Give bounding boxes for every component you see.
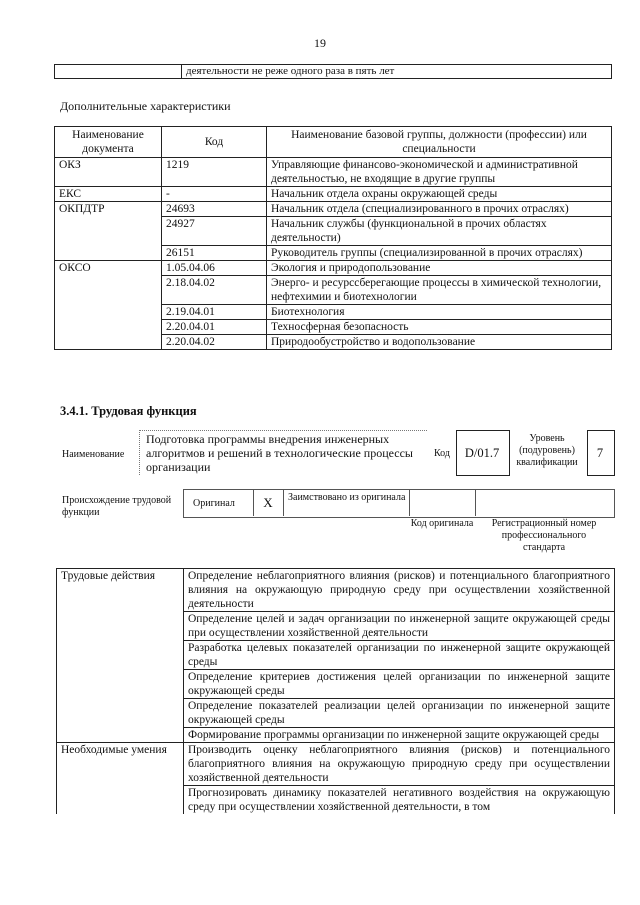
skill-item: Прогнозировать динамику показателей негативного воздействия на окружающую среду при осуществлении хозяйственной деятельности, в том bbox=[184, 786, 615, 815]
actions-label-spacer bbox=[57, 612, 184, 641]
origin-divider bbox=[475, 489, 476, 516]
doc-cell: ЕКС bbox=[55, 187, 162, 202]
table-row bbox=[55, 335, 612, 350]
name-cell: Начальник отдела охраны окружающей среды bbox=[267, 187, 612, 202]
origin-divider bbox=[409, 489, 410, 516]
action-item: Определение неблагоприятного влияния (рисков) и потенциального благоприятного влияния на окружающую природную среду при осуществлении хозяйственной деятельности bbox=[184, 569, 615, 612]
function-name: Подготовка программы внедрения инженерных алгоритмов и решений в технологические процессы организации bbox=[146, 432, 413, 474]
table-row bbox=[57, 743, 615, 786]
name-cell: Управляющие финансово-экономической и административной деятельностью, не входящие в другие группы bbox=[267, 158, 612, 187]
code-cell: 1219 bbox=[162, 158, 267, 187]
code-cell: 2.19.04.01 bbox=[162, 305, 267, 320]
skill-item: Производить оценку неблагоприятного влияния (рисков) и потенциального благоприятного влияния на окружающую природную среду при осуществлении хозяйственной деятельности bbox=[184, 743, 615, 786]
table-row bbox=[55, 320, 612, 335]
name-cell: Природообустройство и водопользование bbox=[267, 335, 612, 350]
action-item: Определение целей и задач организации по инженерной защите окружающей среды при осуществлении хозяйственной деятельности bbox=[184, 612, 615, 641]
borrowed-label: Заимствовано из оригинала bbox=[288, 492, 406, 503]
original-label: Оригинал bbox=[193, 498, 235, 509]
table-row bbox=[55, 202, 612, 217]
actions-label: Трудовые действия bbox=[57, 569, 184, 612]
table-row bbox=[55, 246, 612, 261]
code-cell: 2.18.04.02 bbox=[162, 276, 267, 305]
doc-cell: ОКСО bbox=[55, 261, 162, 276]
origin-divider bbox=[283, 489, 284, 516]
action-item: Определение показателей реализации целей организации по инженерной защите окружающей среды bbox=[184, 699, 615, 728]
doc-cell bbox=[55, 276, 162, 305]
table-row bbox=[57, 728, 615, 743]
level-label: Уровень (подуровень) квалификации bbox=[516, 433, 578, 468]
table-row bbox=[57, 699, 615, 728]
doc-cell bbox=[55, 320, 162, 335]
code-original-label: Код оригинала bbox=[410, 518, 474, 529]
table-row bbox=[57, 569, 615, 612]
action-item: Определение критериев достижения целей организации по инженерной защите окружающей среды bbox=[184, 670, 615, 699]
reg-number-label: Регистрационный номер профессионального стандарта bbox=[491, 518, 597, 553]
extra-characteristics-title: Дополнительные характеристики bbox=[60, 99, 231, 113]
actions-label-spacer bbox=[57, 670, 184, 699]
table-row bbox=[57, 786, 615, 815]
table-row bbox=[55, 158, 612, 187]
doc-cell bbox=[55, 217, 162, 246]
col-header-document: Наименование документа bbox=[55, 127, 162, 158]
code-cell: 26151 bbox=[162, 246, 267, 261]
col-header-name: Наименование базовой группы, должности (профессии) или специальности bbox=[267, 127, 612, 158]
table-row bbox=[55, 187, 612, 202]
doc-cell bbox=[55, 305, 162, 320]
table-header-row bbox=[55, 127, 612, 158]
action-item: Формирование программы организации по инженерной защите окружающей среды bbox=[184, 728, 615, 743]
page-number: 19 bbox=[314, 36, 326, 50]
continuation-text: деятельности не реже одного раза в пять лет bbox=[182, 65, 612, 79]
name-cell: Начальник отдела (специализированного в прочих отраслях) bbox=[267, 202, 612, 217]
code-cell: 1.05.04.06 bbox=[162, 261, 267, 276]
doc-cell: ОКЗ bbox=[55, 158, 162, 187]
extra-characteristics-table bbox=[54, 126, 612, 350]
col-header-code: Код bbox=[162, 127, 267, 158]
labor-function-heading: 3.4.1. Трудовая функция bbox=[60, 404, 197, 418]
name-cell: Техносферная безопасность bbox=[267, 320, 612, 335]
table-row bbox=[55, 276, 612, 305]
labor-function-table bbox=[56, 568, 615, 814]
code-cell: 2.20.04.01 bbox=[162, 320, 267, 335]
table-row bbox=[55, 305, 612, 320]
continuation-table bbox=[54, 64, 612, 79]
code-value: D/01.7 bbox=[464, 446, 500, 460]
code-cell: 24927 bbox=[162, 217, 267, 246]
origin-label: Происхождение трудовой функции bbox=[62, 495, 172, 518]
original-mark: X bbox=[263, 495, 273, 510]
doc-cell bbox=[55, 246, 162, 261]
actions-label-spacer bbox=[57, 699, 184, 728]
actions-label-spacer bbox=[57, 641, 184, 670]
table-row bbox=[57, 612, 615, 641]
continuation-empty-cell bbox=[55, 65, 182, 79]
code-label: Код bbox=[434, 448, 450, 459]
table-row bbox=[57, 670, 615, 699]
table-row bbox=[57, 641, 615, 670]
name-cell: Биотехнология bbox=[267, 305, 612, 320]
actions-label-spacer bbox=[57, 728, 184, 743]
code-cell: 2.20.04.02 bbox=[162, 335, 267, 350]
name-cell: Экология и природопользование bbox=[267, 261, 612, 276]
doc-cell bbox=[55, 335, 162, 350]
table-row bbox=[55, 217, 612, 246]
code-cell: - bbox=[162, 187, 267, 202]
code-cell: 24693 bbox=[162, 202, 267, 217]
level-value: 7 bbox=[596, 446, 604, 460]
name-cell: Руководитель группы (специализированной в прочих отраслях) bbox=[267, 246, 612, 261]
doc-cell: ОКПДТР bbox=[55, 202, 162, 217]
action-item: Разработка целевых показателей организации по инженерной защите окружающей среды bbox=[184, 641, 615, 670]
skills-label-spacer bbox=[57, 786, 184, 815]
name-label: Наименование bbox=[62, 449, 125, 460]
name-cell: Начальник службы (функциональной в прочих областях деятельности) bbox=[267, 217, 612, 246]
name-cell: Энерго- и ресурссберегающие процессы в химической технологии, нефтехимии и биотехнологии bbox=[267, 276, 612, 305]
skills-label: Необходимые умения bbox=[57, 743, 184, 786]
table-row bbox=[55, 261, 612, 276]
